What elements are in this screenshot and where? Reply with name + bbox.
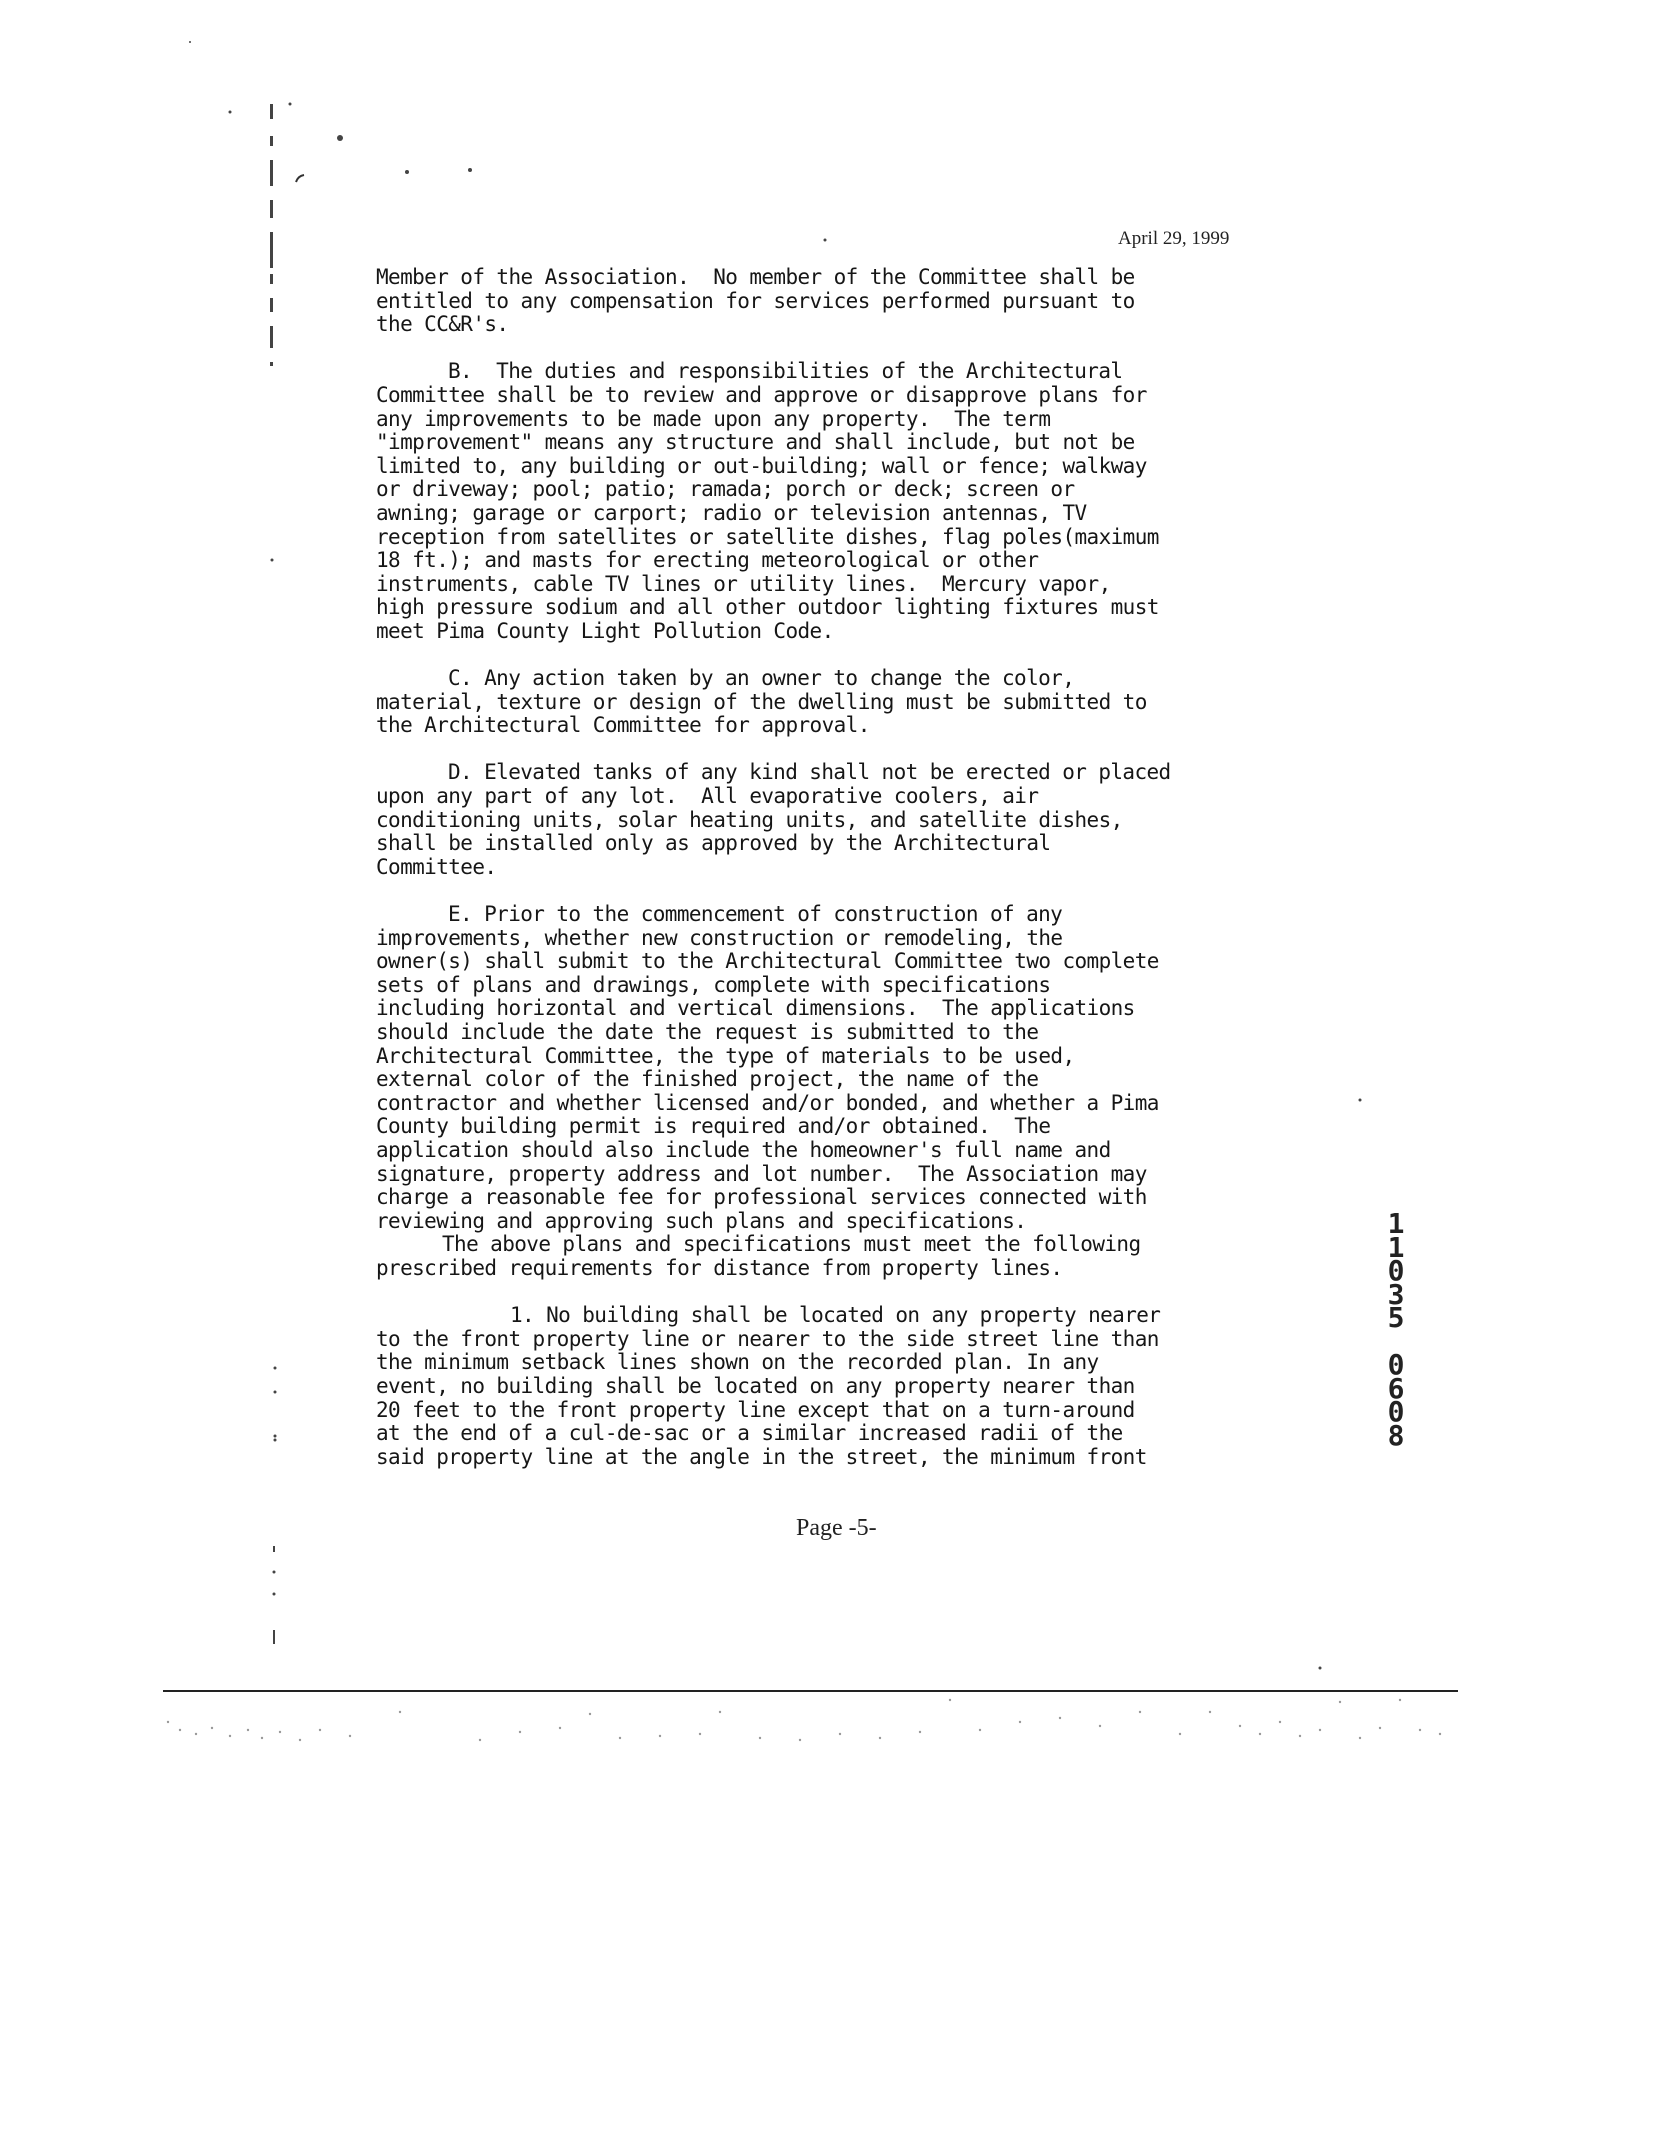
paragraph-c-changes: C. Any action taken by an owner to change the color, material, texture or design of the dwelling must be submitted to the Architectural Committee for approval.	[376, 666, 1147, 738]
document-date: April 29, 1999	[1118, 228, 1230, 249]
page-number: Page -5-	[796, 1515, 877, 1541]
paragraph-e-construction: E. Prior to the commencement of construction of any improvements, whether new construction or remodeling, the owner(s) shall submit to the Architectural Committee two complete sets of plans and drawings, complete with specifications including horizontal and vertical dimensions. The applications should include the date the request is submitted to the Architectural Committee, the type of materials to be used, external color of the finished project, the name of the contractor and whether licensed and/or bonded, and whether a Pima County building permit is required and/or obtained. The application should also include the homeowner's full name and signature, property address and lot number. The Association may charge a reasonable fee for professional services connected with reviewing and approving such plans and specifications.	[376, 902, 1159, 1233]
docket-stamp-digit: 0	[1387, 1254, 1405, 1287]
paragraph-b-duties: B. The duties and responsibilities of the Architectural Committee shall be to review and approve or disapprove plans for any improvements to be made upon any property. The term "improvement" means any structure and shall include, but not be limited to, any building or out-building; wall or fence; walkway or driveway; pool; patio; ramada; porch or deck; screen or awning; garage or carport; radio or television antennas, TV reception from satellites or satellite dishes, flag poles(maximum 18 ft.); and masts for erecting meteorological or other instruments, cable TV lines or utility lines. Mercury vapor, high pressure sodium and all other outdoor lighting fixtures must meet Pima County Light Pollution Code.	[376, 359, 1159, 643]
paragraph-setback: 1. No building shall be located on any property nearer to the front property line or nearer to the side street line than the minimum setback lines shown on the recorded plan. In any event, no building shall be located on any property nearer than 20 feet to the front property line except that on a turn-around at the end of a cul-de-sac or a similar increased radii of the said property line at the angle in the street, the minimum front	[376, 1303, 1161, 1469]
docket-stamp-digit: 3	[1387, 1277, 1405, 1311]
docket-stamp-digit: 8	[1387, 1418, 1405, 1452]
docket-stamp-digit: 0	[1387, 1348, 1405, 1381]
docket-stamp-digit: 0	[1387, 1395, 1405, 1428]
docket-stamp-digit: 1	[1387, 1207, 1405, 1240]
docket-stamp-digit: 1	[1387, 1230, 1405, 1264]
paragraph-d-tanks: D. Elevated tanks of any kind shall not be erected or placed upon any part of any lot. All evaporative coolers, air conditioning units, solar heating units, and satellite dishes, shall be installed only as approved by the Architectural Committee.	[376, 760, 1171, 879]
docket-stamp-digit: 5	[1387, 1301, 1405, 1334]
docket-stamp-digit: 6	[1387, 1371, 1405, 1405]
paragraph-membership: Member of the Association. No member of the Committee shall be entitled to any compensation for services performed pursuant to the CC&R's.	[376, 265, 1135, 337]
paragraph-requirements: The above plans and specifications must meet the following prescribed requirements for distance from property lines.	[376, 1232, 1141, 1280]
